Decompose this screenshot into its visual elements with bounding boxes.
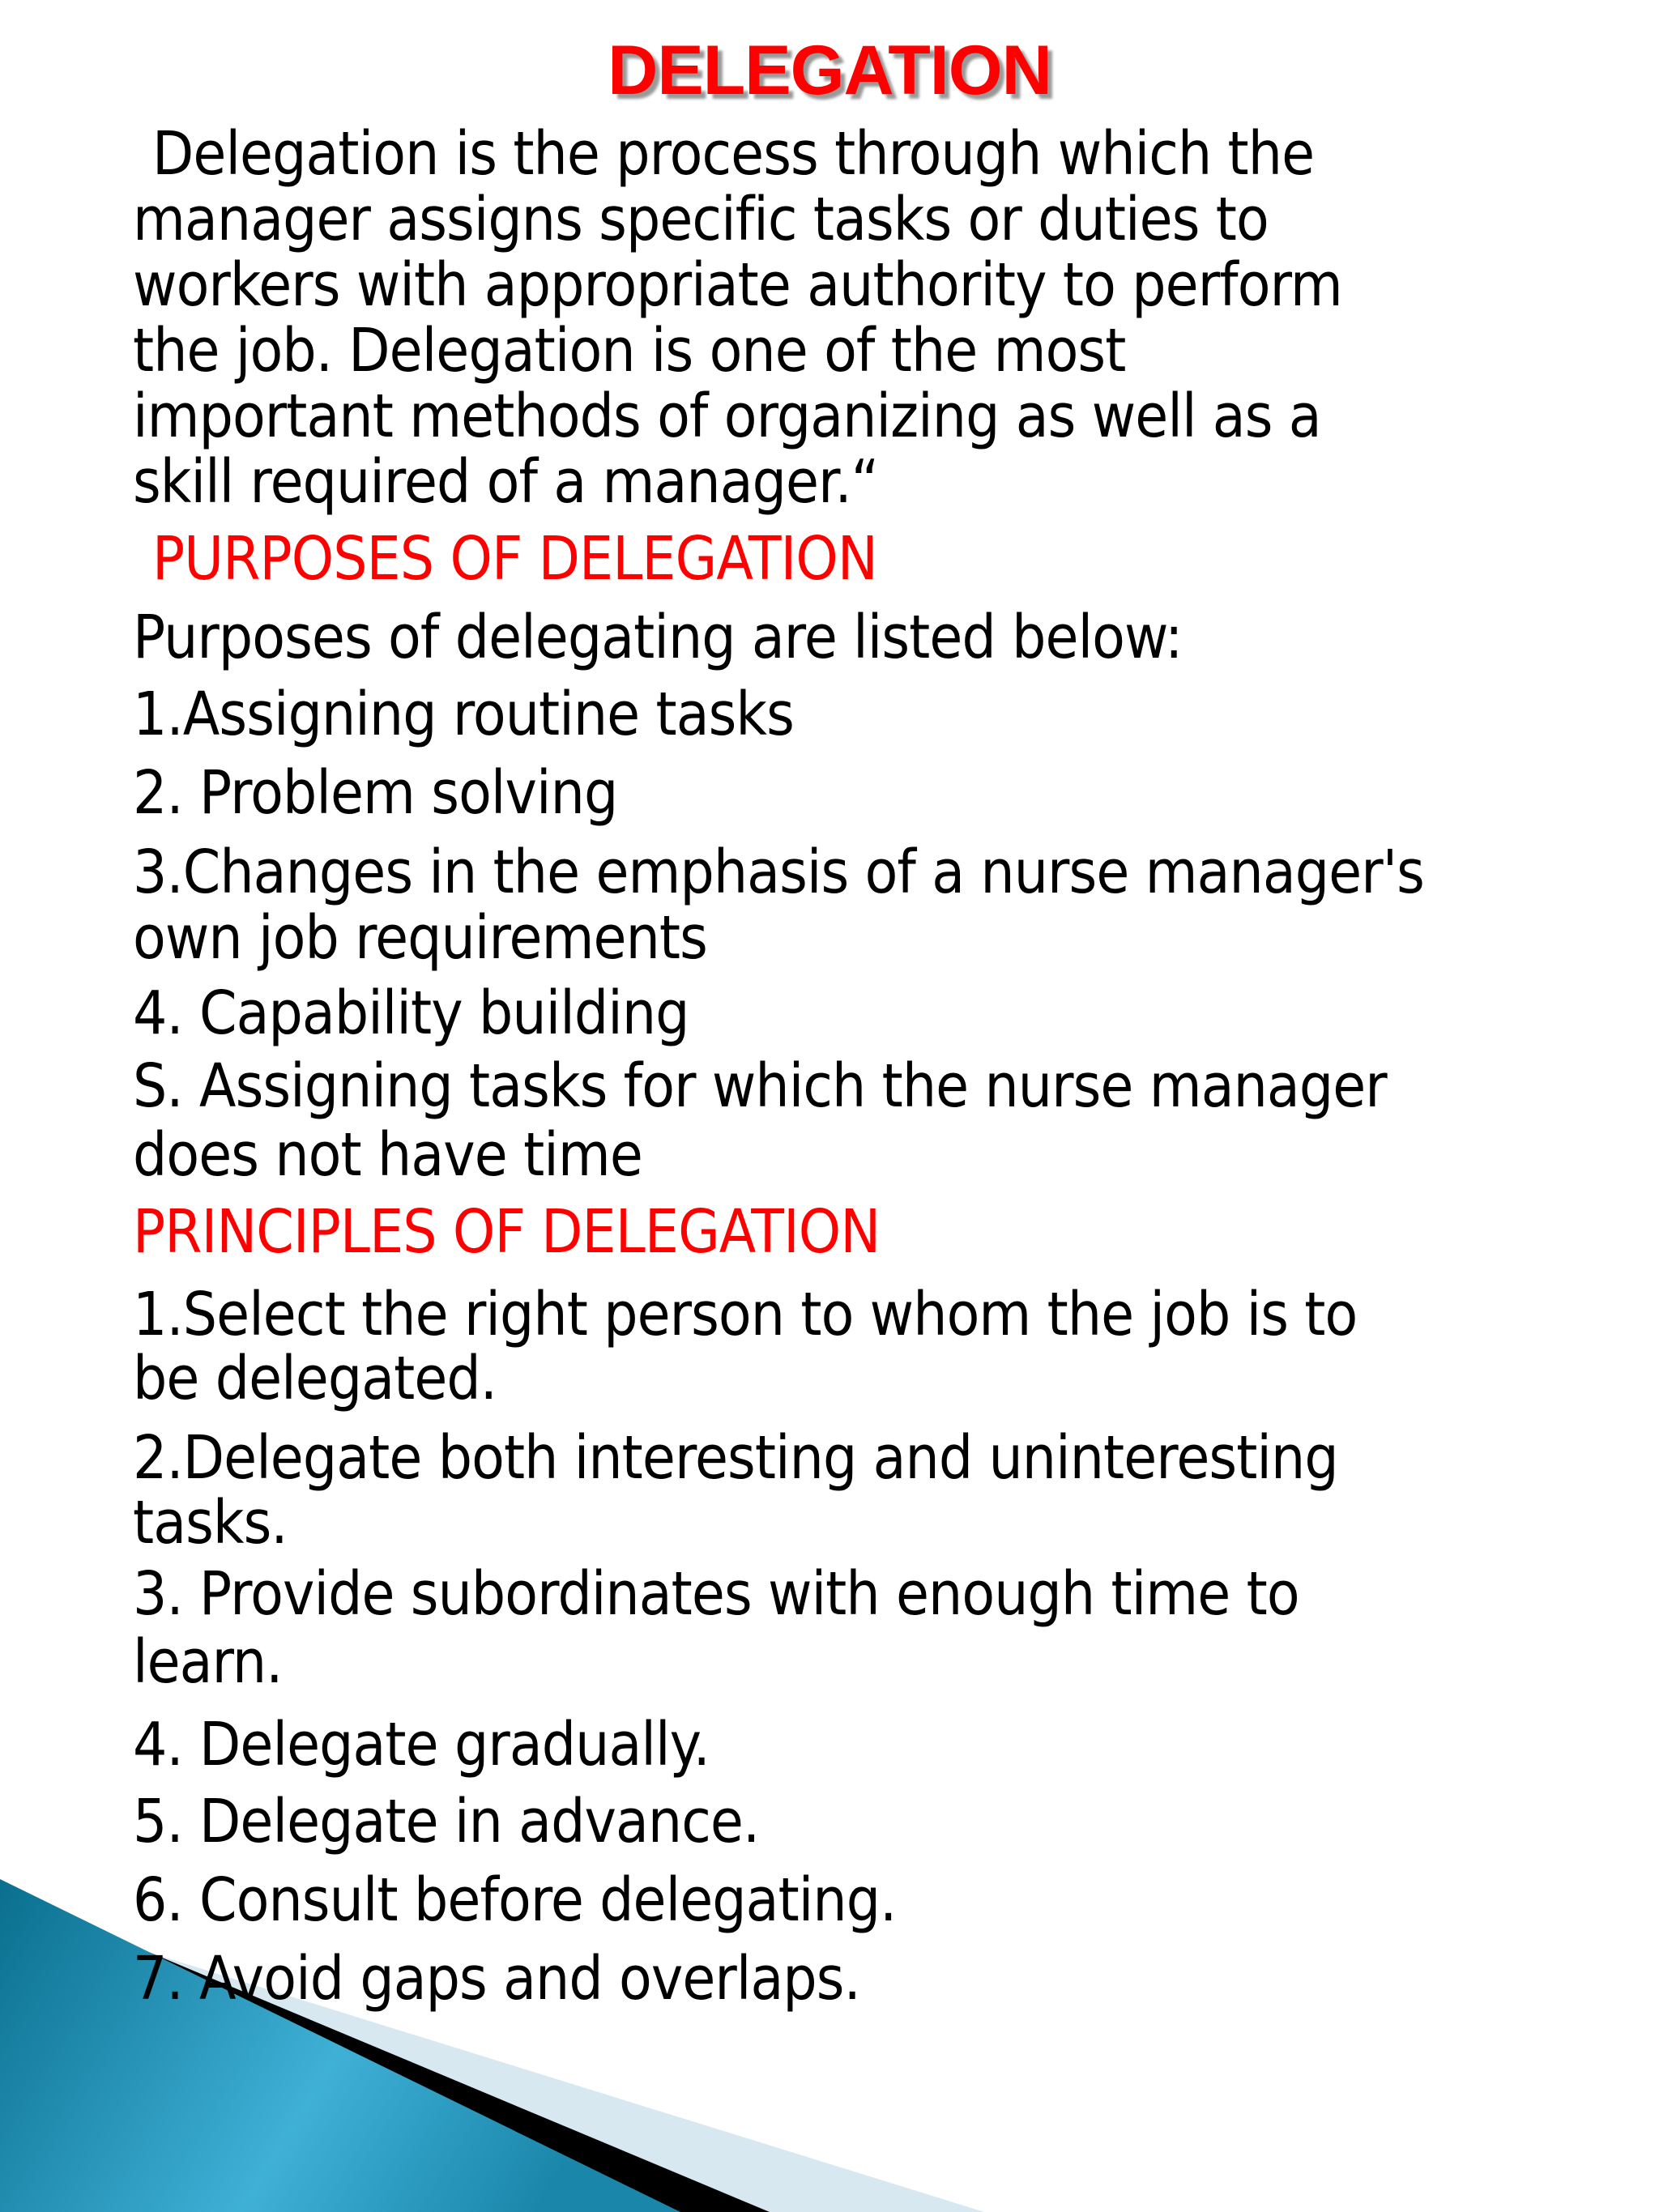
principle-item: 3. Provide subordinates with enough time to [133,1559,1299,1629]
intro-line: important methods of organizing as well as a [133,381,1321,451]
purposes-lead: Purposes of delegating are listed below: [133,603,1183,672]
purpose-item: 1.Assigning routine tasks [133,680,794,749]
principle-item: learn. [133,1627,283,1697]
principle-item: 5. Delegate in advance. [133,1787,760,1856]
principle-item: 2.Delegate both interesting and uninteresting [133,1423,1338,1493]
principles-heading: PRINCIPLES OF DELEGATION [133,1197,881,1267]
purpose-item: 4. Capability building [133,978,689,1048]
principle-item: be delegated. [133,1344,497,1413]
purpose-item: S. Assigning tasks for which the nurse manager [133,1051,1387,1121]
principle-item: tasks. [133,1488,288,1558]
intro-line: the job. Delegation is one of the most [133,316,1126,386]
principle-item: 1.Select the right person to whom the job is to [133,1280,1358,1349]
purposes-heading: PURPOSES OF DELEGATION [152,524,877,594]
purpose-item: own job requirements [133,903,707,973]
purpose-item: 3.Changes in the emphasis of a nurse manager's [133,837,1424,907]
intro-line: skill required of a manager.“ [133,447,879,517]
purpose-item: does not have time [133,1120,642,1190]
page-title: DELEGATION [608,32,1051,109]
intro-line: workers with appropriate authority to perform [133,250,1342,320]
purpose-item: 2. Problem solving [133,758,618,828]
intro-line: manager assigns specific tasks or duties to [133,185,1269,254]
principle-item: 7. Avoid gaps and overlaps. [133,1944,860,2014]
principle-item: 4. Delegate gradually. [133,1710,710,1779]
principle-item: 6. Consult before delegating. [133,1865,897,1935]
intro-line: Delegation is the process through which the [152,119,1315,189]
